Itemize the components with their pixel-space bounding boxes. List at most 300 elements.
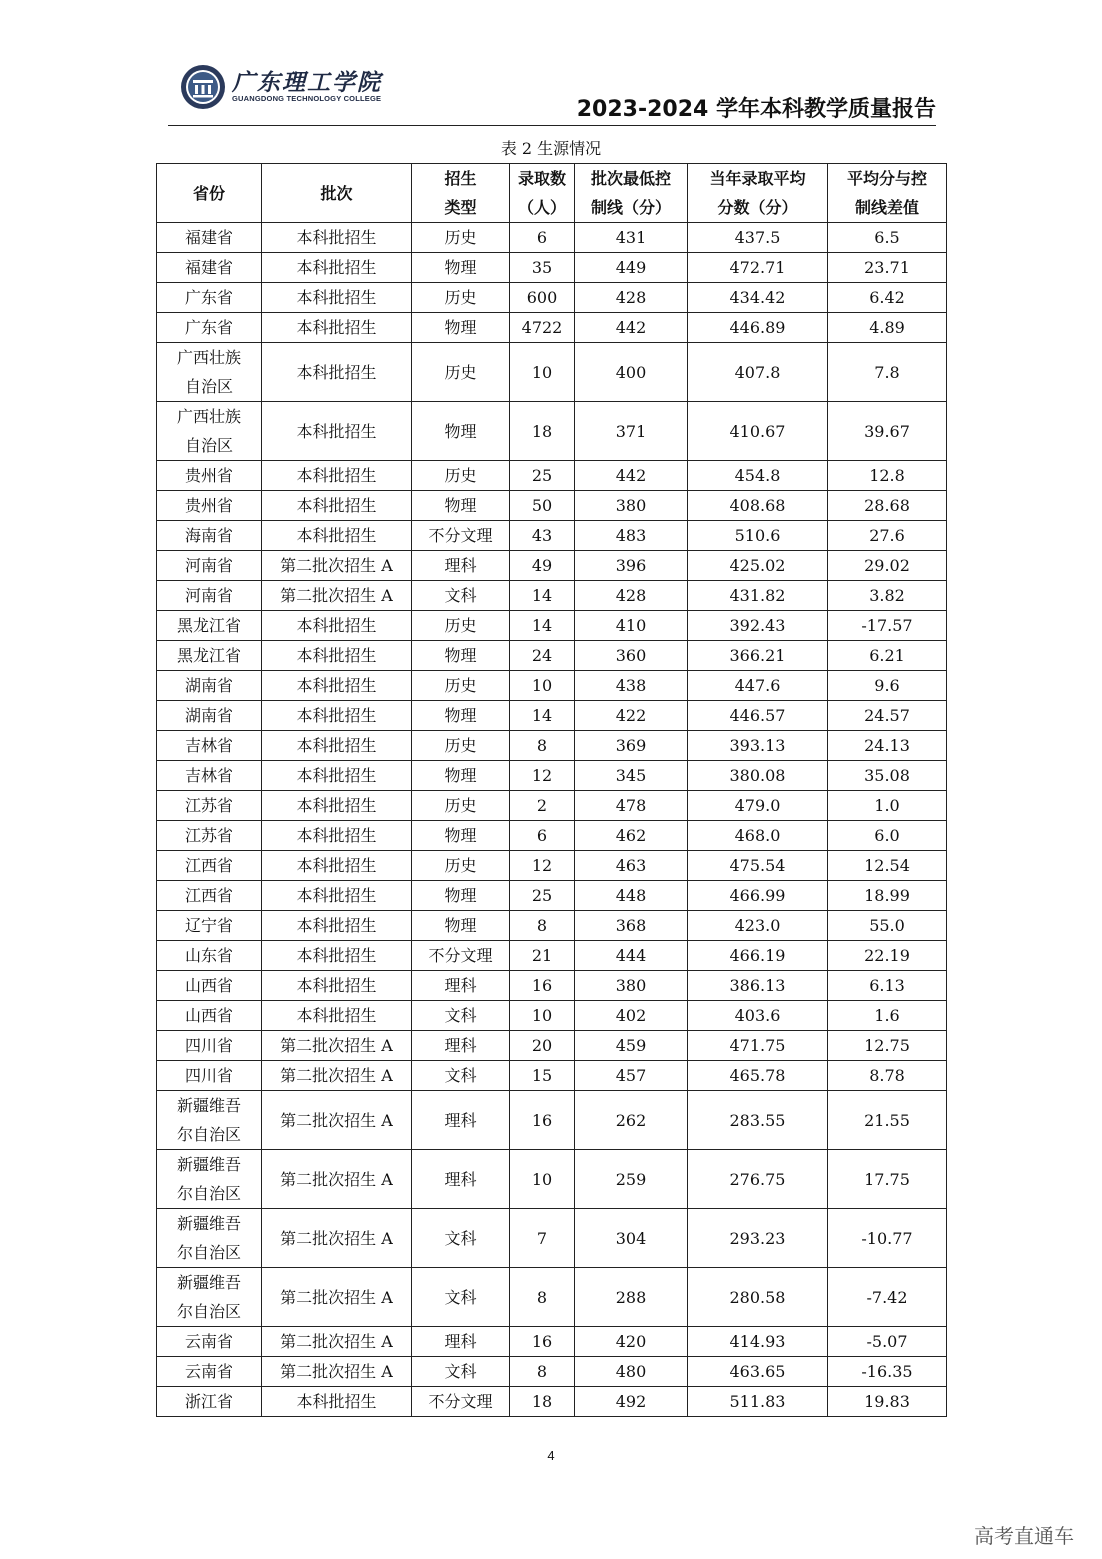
cell-province xyxy=(157,1091,262,1150)
province-line: 云南省 xyxy=(184,1362,233,1381)
cell-batch: 本科批招生 xyxy=(262,253,412,283)
cell-avg: 408.68 xyxy=(688,491,828,521)
cell-count: 8 xyxy=(510,911,575,941)
province-line: 江苏省 xyxy=(184,826,233,845)
cell-type: 历史 xyxy=(412,343,510,402)
cell-type: 历史 xyxy=(412,283,510,313)
province-line: 福建省 xyxy=(184,228,233,247)
cell-province xyxy=(157,911,262,941)
table-row xyxy=(157,1031,947,1061)
cell-avg: 276.75 xyxy=(688,1150,828,1209)
cell-diff: 9.6 xyxy=(828,671,947,701)
table-body xyxy=(157,223,947,1417)
cell-avg: 468.0 xyxy=(688,821,828,851)
enrollment-table xyxy=(156,163,947,1417)
cell-diff: 21.55 xyxy=(828,1091,947,1150)
table-row xyxy=(157,1357,947,1387)
cell-diff: 4.89 xyxy=(828,313,947,343)
cell-batch: 本科批招生 xyxy=(262,521,412,551)
cell-batch: 本科批招生 xyxy=(262,851,412,881)
cell-count: 16 xyxy=(510,1327,575,1357)
cell-count: 4722 xyxy=(510,313,575,343)
table-row xyxy=(157,851,947,881)
table-row xyxy=(157,821,947,851)
table-row xyxy=(157,402,947,461)
cell-province xyxy=(157,1327,262,1357)
cell-batch: 本科批招生 xyxy=(262,641,412,671)
cell-type: 理科 xyxy=(412,1031,510,1061)
cell-type: 物理 xyxy=(412,881,510,911)
cell-avg: 283.55 xyxy=(688,1091,828,1150)
cell-line: 483 xyxy=(575,521,688,551)
province-line: 广西壮族 xyxy=(176,348,241,367)
cell-count: 50 xyxy=(510,491,575,521)
cell-province xyxy=(157,641,262,671)
province-line: 自治区 xyxy=(184,377,233,396)
cell-avg: 425.02 xyxy=(688,551,828,581)
cell-type: 物理 xyxy=(412,253,510,283)
province-line: 黑龙江省 xyxy=(176,616,241,635)
college-emblem-icon xyxy=(180,64,226,110)
cell-diff: 6.13 xyxy=(828,971,947,1001)
cell-province xyxy=(157,731,262,761)
cell-batch: 本科批招生 xyxy=(262,461,412,491)
header-line: 制线差值 xyxy=(854,198,919,217)
header-line: 招生 xyxy=(444,169,477,188)
cell-batch: 本科批招生 xyxy=(262,1387,412,1417)
cell-line: 262 xyxy=(575,1091,688,1150)
cell-batch: 本科批招生 xyxy=(262,791,412,821)
cell-batch: 本科批招生 xyxy=(262,313,412,343)
province-line: 山西省 xyxy=(184,1006,233,1025)
province-line: 江西省 xyxy=(184,856,233,875)
cell-line: 360 xyxy=(575,641,688,671)
cell-avg: 280.58 xyxy=(688,1268,828,1327)
cell-line: 428 xyxy=(575,581,688,611)
cell-province xyxy=(157,971,262,1001)
table-row xyxy=(157,491,947,521)
cell-type: 文科 xyxy=(412,1357,510,1387)
cell-count: 600 xyxy=(510,283,575,313)
header-line: 当年录取平均 xyxy=(709,169,806,188)
cell-avg: 366.21 xyxy=(688,641,828,671)
cell-count: 21 xyxy=(510,941,575,971)
cell-batch: 本科批招生 xyxy=(262,283,412,313)
cell-line: 462 xyxy=(575,821,688,851)
cell-batch: 本科批招生 xyxy=(262,1001,412,1031)
cell-province xyxy=(157,821,262,851)
province-line: 辽宁省 xyxy=(184,916,233,935)
cell-count: 6 xyxy=(510,223,575,253)
cell-diff: 12.54 xyxy=(828,851,947,881)
cell-line: 442 xyxy=(575,461,688,491)
cell-line: 449 xyxy=(575,253,688,283)
cell-avg: 463.65 xyxy=(688,1357,828,1387)
cell-count: 18 xyxy=(510,402,575,461)
cell-batch: 本科批招生 xyxy=(262,971,412,1001)
cell-province xyxy=(157,461,262,491)
province-line: 贵州省 xyxy=(184,496,233,515)
cell-avg: 431.82 xyxy=(688,581,828,611)
cell-diff: 3.82 xyxy=(828,581,947,611)
cell-count: 10 xyxy=(510,343,575,402)
cell-diff: 18.99 xyxy=(828,881,947,911)
cell-line: 396 xyxy=(575,551,688,581)
cell-count: 8 xyxy=(510,731,575,761)
table-row xyxy=(157,731,947,761)
cell-diff: -16.35 xyxy=(828,1357,947,1387)
cell-batch: 第二批次招生 A xyxy=(262,1031,412,1061)
header-line: 制线（分） xyxy=(590,198,671,217)
header-avg xyxy=(688,164,828,223)
table-row xyxy=(157,1268,947,1327)
cell-type: 历史 xyxy=(412,851,510,881)
cell-line: 442 xyxy=(575,313,688,343)
cell-count: 12 xyxy=(510,851,575,881)
cell-province xyxy=(157,1387,262,1417)
cell-count: 24 xyxy=(510,641,575,671)
college-name-en: GUANGDONG TECHNOLOGY COLLEGE xyxy=(232,94,382,103)
cell-batch: 本科批招生 xyxy=(262,941,412,971)
cell-province xyxy=(157,343,262,402)
cell-diff: -17.57 xyxy=(828,611,947,641)
page-header xyxy=(168,58,936,126)
cell-avg: 423.0 xyxy=(688,911,828,941)
province-line: 新疆维吾 xyxy=(176,1155,241,1174)
cell-province xyxy=(157,223,262,253)
province-line: 湖南省 xyxy=(184,706,233,725)
cell-type: 理科 xyxy=(412,971,510,1001)
cell-province xyxy=(157,791,262,821)
cell-avg: 393.13 xyxy=(688,731,828,761)
province-line: 尔自治区 xyxy=(176,1125,241,1144)
header-line: 分数（分） xyxy=(717,198,798,217)
cell-avg: 471.75 xyxy=(688,1031,828,1061)
cell-batch: 本科批招生 xyxy=(262,761,412,791)
province-line: 四川省 xyxy=(184,1066,233,1085)
province-line: 福建省 xyxy=(184,258,233,277)
province-line: 湖南省 xyxy=(184,676,233,695)
cell-line: 444 xyxy=(575,941,688,971)
cell-diff: 35.08 xyxy=(828,761,947,791)
cell-count: 14 xyxy=(510,611,575,641)
cell-diff: 6.42 xyxy=(828,283,947,313)
table-row xyxy=(157,461,947,491)
cell-count: 16 xyxy=(510,971,575,1001)
cell-line: 478 xyxy=(575,791,688,821)
cell-province xyxy=(157,1001,262,1031)
cell-count: 14 xyxy=(510,581,575,611)
cell-count: 20 xyxy=(510,1031,575,1061)
cell-count: 10 xyxy=(510,1001,575,1031)
cell-batch: 本科批招生 xyxy=(262,343,412,402)
cell-province xyxy=(157,402,262,461)
cell-province xyxy=(157,1268,262,1327)
cell-avg: 380.08 xyxy=(688,761,828,791)
cell-avg: 434.42 xyxy=(688,283,828,313)
cell-province xyxy=(157,881,262,911)
table-row xyxy=(157,1061,947,1091)
cell-diff: 7.8 xyxy=(828,343,947,402)
cell-province xyxy=(157,701,262,731)
cell-line: 369 xyxy=(575,731,688,761)
cell-type: 物理 xyxy=(412,641,510,671)
header-province xyxy=(157,164,262,223)
table-row xyxy=(157,253,947,283)
cell-type: 不分文理 xyxy=(412,1387,510,1417)
cell-count: 14 xyxy=(510,701,575,731)
college-name-cn: 广东理工学院 xyxy=(232,70,382,96)
cell-line: 448 xyxy=(575,881,688,911)
province-line: 江苏省 xyxy=(184,796,233,815)
cell-diff: 6.5 xyxy=(828,223,947,253)
cell-province xyxy=(157,941,262,971)
cell-type: 不分文理 xyxy=(412,521,510,551)
cell-diff: 19.83 xyxy=(828,1387,947,1417)
cell-avg: 437.5 xyxy=(688,223,828,253)
cell-avg: 386.13 xyxy=(688,971,828,1001)
cell-diff: -10.77 xyxy=(828,1209,947,1268)
cell-province xyxy=(157,581,262,611)
watermark-text: 高考直通车 xyxy=(974,1524,1074,1548)
cell-count: 15 xyxy=(510,1061,575,1091)
table-row xyxy=(157,581,947,611)
cell-avg: 392.43 xyxy=(688,611,828,641)
province-line: 尔自治区 xyxy=(176,1302,241,1321)
cell-line: 422 xyxy=(575,701,688,731)
cell-type: 物理 xyxy=(412,701,510,731)
cell-batch: 第二批次招生 A xyxy=(262,1061,412,1091)
cell-line: 459 xyxy=(575,1031,688,1061)
cell-type: 理科 xyxy=(412,1091,510,1150)
cell-line: 259 xyxy=(575,1150,688,1209)
province-line: 新疆维吾 xyxy=(176,1273,241,1292)
cell-diff: 29.02 xyxy=(828,551,947,581)
cell-province xyxy=(157,283,262,313)
cell-diff: 55.0 xyxy=(828,911,947,941)
province-line: 河南省 xyxy=(184,586,233,605)
cell-count: 7 xyxy=(510,1209,575,1268)
cell-batch: 本科批招生 xyxy=(262,881,412,911)
cell-avg: 454.8 xyxy=(688,461,828,491)
cell-type: 理科 xyxy=(412,551,510,581)
header-diff xyxy=(828,164,947,223)
cell-count: 35 xyxy=(510,253,575,283)
cell-province xyxy=(157,313,262,343)
cell-diff: 1.0 xyxy=(828,791,947,821)
cell-type: 物理 xyxy=(412,911,510,941)
cell-diff: 24.57 xyxy=(828,701,947,731)
cell-type: 物理 xyxy=(412,491,510,521)
header-line: （人） xyxy=(517,198,566,217)
cell-avg: 447.6 xyxy=(688,671,828,701)
cell-count: 10 xyxy=(510,671,575,701)
province-line: 山东省 xyxy=(184,946,233,965)
province-line: 浙江省 xyxy=(184,1392,233,1411)
cell-batch: 第二批次招生 A xyxy=(262,1209,412,1268)
cell-avg: 446.57 xyxy=(688,701,828,731)
cell-batch: 第二批次招生 A xyxy=(262,1150,412,1209)
table-header-row xyxy=(157,164,947,223)
cell-type: 历史 xyxy=(412,671,510,701)
province-line: 四川省 xyxy=(184,1036,233,1055)
cell-count: 49 xyxy=(510,551,575,581)
table-row xyxy=(157,941,947,971)
header-divider xyxy=(168,125,936,126)
table-row xyxy=(157,881,947,911)
header-type xyxy=(412,164,510,223)
cell-batch: 第二批次招生 A xyxy=(262,1327,412,1357)
cell-line: 368 xyxy=(575,911,688,941)
table-row xyxy=(157,521,947,551)
cell-line: 371 xyxy=(575,402,688,461)
cell-avg: 475.54 xyxy=(688,851,828,881)
cell-province xyxy=(157,1150,262,1209)
cell-diff: 6.21 xyxy=(828,641,947,671)
table-row xyxy=(157,611,947,641)
cell-avg: 465.78 xyxy=(688,1061,828,1091)
cell-province xyxy=(157,491,262,521)
cell-count: 12 xyxy=(510,761,575,791)
cell-batch: 第二批次招生 A xyxy=(262,1268,412,1327)
cell-line: 428 xyxy=(575,283,688,313)
cell-type: 文科 xyxy=(412,1001,510,1031)
cell-diff: 12.75 xyxy=(828,1031,947,1061)
cell-diff: 23.71 xyxy=(828,253,947,283)
cell-line: 420 xyxy=(575,1327,688,1357)
cell-diff: 39.67 xyxy=(828,402,947,461)
cell-batch: 本科批招生 xyxy=(262,701,412,731)
province-line: 吉林省 xyxy=(184,766,233,785)
table-row xyxy=(157,1209,947,1268)
header-line: 批次 xyxy=(320,183,353,203)
cell-batch: 第二批次招生 A xyxy=(262,551,412,581)
cell-batch: 本科批招生 xyxy=(262,911,412,941)
province-line: 山西省 xyxy=(184,976,233,995)
cell-province xyxy=(157,1061,262,1091)
cell-province xyxy=(157,253,262,283)
cell-batch: 本科批招生 xyxy=(262,611,412,641)
page-number: 4 xyxy=(547,1448,555,1463)
cell-count: 8 xyxy=(510,1268,575,1327)
cell-line: 410 xyxy=(575,611,688,641)
cell-type: 历史 xyxy=(412,731,510,761)
cell-type: 历史 xyxy=(412,461,510,491)
cell-type: 不分文理 xyxy=(412,941,510,971)
header-line: 类型 xyxy=(444,198,477,217)
cell-type: 物理 xyxy=(412,402,510,461)
cell-type: 物理 xyxy=(412,761,510,791)
province-line: 自治区 xyxy=(184,436,233,455)
cell-line: 480 xyxy=(575,1357,688,1387)
table-row xyxy=(157,313,947,343)
cell-avg: 466.19 xyxy=(688,941,828,971)
cell-avg: 414.93 xyxy=(688,1327,828,1357)
table-row xyxy=(157,701,947,731)
cell-avg: 293.23 xyxy=(688,1209,828,1268)
cell-line: 438 xyxy=(575,671,688,701)
cell-province xyxy=(157,671,262,701)
cell-count: 18 xyxy=(510,1387,575,1417)
cell-line: 380 xyxy=(575,491,688,521)
cell-count: 43 xyxy=(510,521,575,551)
table-row xyxy=(157,1001,947,1031)
province-line: 海南省 xyxy=(184,526,233,545)
cell-province xyxy=(157,1031,262,1061)
cell-diff: 17.75 xyxy=(828,1150,947,1209)
cell-type: 文科 xyxy=(412,1268,510,1327)
cell-diff: 24.13 xyxy=(828,731,947,761)
cell-batch: 第二批次招生 A xyxy=(262,1091,412,1150)
header-count xyxy=(510,164,575,223)
header-line: 省份 xyxy=(192,183,225,203)
cell-diff: 6.0 xyxy=(828,821,947,851)
table-row xyxy=(157,1150,947,1209)
province-line: 吉林省 xyxy=(184,736,233,755)
cell-count: 16 xyxy=(510,1091,575,1150)
table-row xyxy=(157,641,947,671)
cell-province xyxy=(157,761,262,791)
cell-batch: 第二批次招生 A xyxy=(262,581,412,611)
cell-line: 400 xyxy=(575,343,688,402)
cell-type: 理科 xyxy=(412,1327,510,1357)
table-row xyxy=(157,1327,947,1357)
cell-diff: 22.19 xyxy=(828,941,947,971)
cell-avg: 410.67 xyxy=(688,402,828,461)
cell-diff: 28.68 xyxy=(828,491,947,521)
cell-batch: 本科批招生 xyxy=(262,671,412,701)
table-row xyxy=(157,223,947,253)
cell-type: 文科 xyxy=(412,1209,510,1268)
cell-batch: 本科批招生 xyxy=(262,223,412,253)
header-line xyxy=(575,164,688,223)
cell-count: 25 xyxy=(510,881,575,911)
province-line: 尔自治区 xyxy=(176,1184,241,1203)
province-line: 新疆维吾 xyxy=(176,1214,241,1233)
cell-avg: 472.71 xyxy=(688,253,828,283)
cell-avg: 407.8 xyxy=(688,343,828,402)
cell-diff: -5.07 xyxy=(828,1327,947,1357)
province-line: 广东省 xyxy=(184,318,233,337)
cell-diff: -7.42 xyxy=(828,1268,947,1327)
cell-count: 2 xyxy=(510,791,575,821)
cell-type: 理科 xyxy=(412,1150,510,1209)
cell-avg: 511.83 xyxy=(688,1387,828,1417)
cell-type: 历史 xyxy=(412,223,510,253)
table-caption: 表 2 生源情况 xyxy=(500,139,602,158)
table-row xyxy=(157,671,947,701)
cell-batch: 本科批招生 xyxy=(262,731,412,761)
province-line: 江西省 xyxy=(184,886,233,905)
cell-batch: 第二批次招生 A xyxy=(262,1357,412,1387)
cell-province xyxy=(157,1357,262,1387)
cell-type: 文科 xyxy=(412,1061,510,1091)
cell-province xyxy=(157,551,262,581)
cell-avg: 510.6 xyxy=(688,521,828,551)
cell-line: 402 xyxy=(575,1001,688,1031)
cell-province xyxy=(157,521,262,551)
cell-diff: 1.6 xyxy=(828,1001,947,1031)
cell-line: 288 xyxy=(575,1268,688,1327)
cell-line: 463 xyxy=(575,851,688,881)
province-line: 广西壮族 xyxy=(176,407,241,426)
cell-province xyxy=(157,1209,262,1268)
province-line: 新疆维吾 xyxy=(176,1096,241,1115)
cell-avg: 479.0 xyxy=(688,791,828,821)
province-line: 贵州省 xyxy=(184,466,233,485)
cell-batch: 本科批招生 xyxy=(262,491,412,521)
cell-count: 10 xyxy=(510,1150,575,1209)
